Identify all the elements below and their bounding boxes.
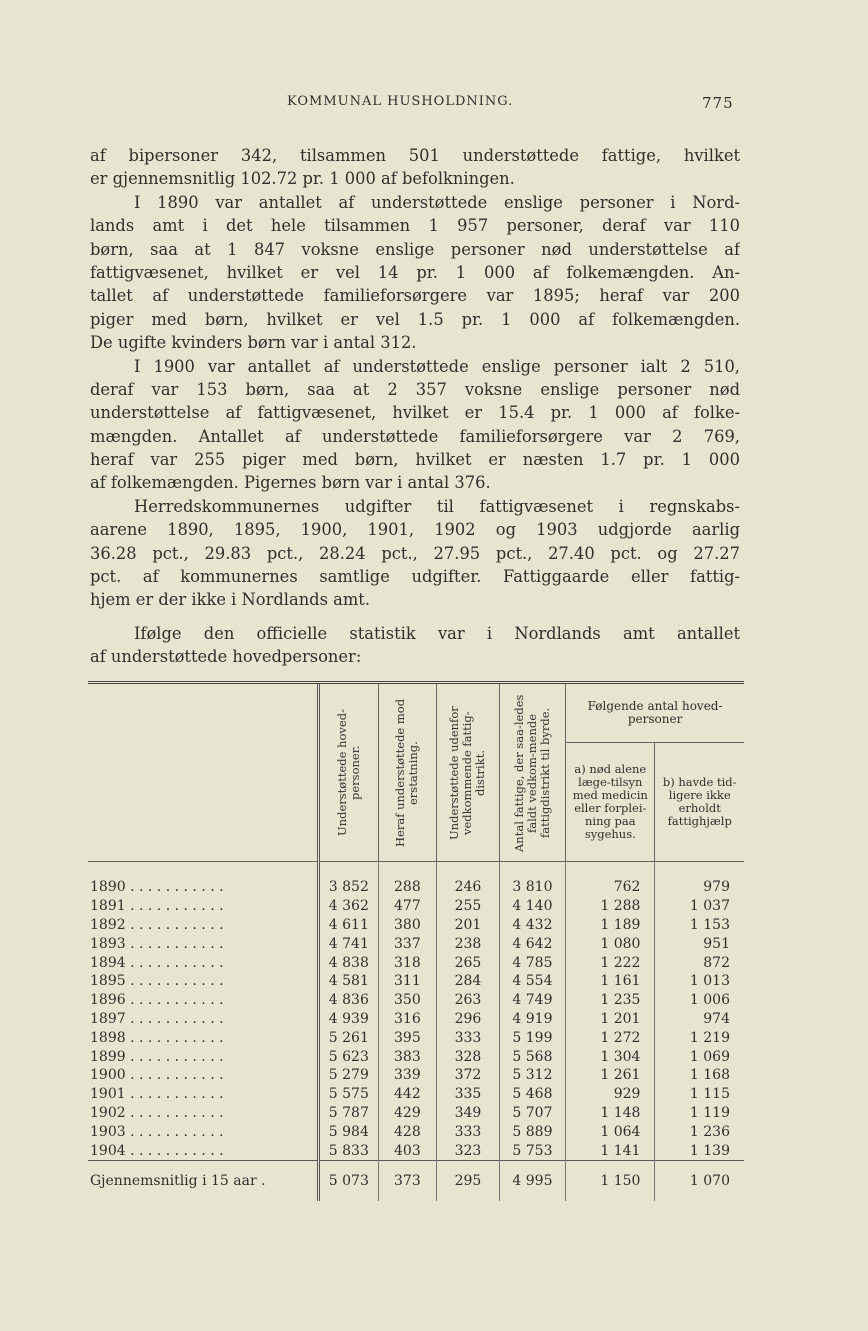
text-line: er gjennemsnitlig 102.72 pr. 1 000 af befolkningen.: [90, 169, 515, 189]
cell: 1 139: [655, 1141, 744, 1160]
cell: 5 468: [499, 1085, 565, 1104]
table-row: [88, 916, 744, 935]
cell: 4 432: [499, 916, 565, 935]
header-title: KOMMUNAL HUSHOLDNING.: [287, 94, 514, 109]
cell: 1 235: [566, 991, 655, 1010]
cell: 4 838: [319, 953, 379, 972]
cell: 339: [378, 1066, 437, 1085]
cell: 4 939: [319, 1010, 379, 1029]
cell: 1 115: [655, 1085, 744, 1104]
table-row: [88, 1010, 744, 1029]
text-line: piger med børn, hvilket er vel 1.5 pr. 1 000 af folkemængden.: [90, 309, 740, 329]
cell: 383: [378, 1047, 437, 1066]
cell: 372: [437, 1066, 500, 1085]
text-line: tallet af understøttede familieforsørgere var 1895; heraf var 200: [90, 286, 740, 306]
table-row: [88, 1028, 744, 1047]
cell: 333: [437, 1028, 500, 1047]
cell: 4 611: [319, 916, 379, 935]
cell: 1 013: [655, 972, 744, 991]
row-label: 1899 . . . . . . . . . . .: [90, 1048, 224, 1065]
row-label: 1901 . . . . . . . . . . .: [90, 1086, 224, 1103]
text-line: Ifølge den officielle statistik var i Nordlands amt antallet: [134, 623, 740, 643]
cell: 4 642: [499, 934, 565, 953]
group-header: Følgende antal hoved-personer: [566, 684, 744, 743]
cell: 3 810: [499, 862, 565, 897]
row-label: 1902 . . . . . . . . . . .: [90, 1104, 224, 1121]
cell: 295: [437, 1160, 500, 1201]
table-row: [88, 862, 744, 897]
row-label: 1894 . . . . . . . . . . .: [90, 954, 224, 971]
cell: 323: [437, 1141, 500, 1160]
cell: 4 919: [499, 1010, 565, 1029]
cell: 1 070: [655, 1160, 744, 1201]
cell: 5 073: [319, 1160, 379, 1201]
table-row: [88, 1141, 744, 1160]
cell: 350: [378, 991, 437, 1010]
cell: 337: [378, 934, 437, 953]
table-row: [88, 953, 744, 972]
cell: 4 554: [499, 972, 565, 991]
cell: 5 261: [319, 1028, 379, 1047]
text-line: lands amt i det hele tilsammen 1 957 personer, deraf var 110: [90, 216, 740, 236]
table-row: [88, 1085, 744, 1104]
text-line: pct. af kommunernes samtlige udgifter. Fattiggaarde eller fattig-: [90, 567, 740, 587]
table-row: [88, 1047, 744, 1066]
cell: 4 836: [319, 991, 379, 1010]
cell: 1 168: [655, 1066, 744, 1085]
row-label: 1898 . . . . . . . . . . .: [90, 1029, 224, 1046]
row-label: 1890 . . . . . . . . . . .: [90, 879, 224, 896]
text-line: I 1900 var antallet af understøttede enslige personer ialt 2 510,: [134, 356, 740, 376]
cell: 333: [437, 1122, 500, 1141]
cell: 201: [437, 916, 500, 935]
row-label: 1892 . . . . . . . . . . .: [90, 916, 224, 933]
cell: 442: [378, 1085, 437, 1104]
cell: 951: [655, 934, 744, 953]
cell: 5 279: [319, 1066, 379, 1085]
cell: 929: [566, 1085, 655, 1104]
text-line: understøttelse af fattigvæsenet, hvilket er 15.4 pr. 1 000 af folke-: [90, 403, 740, 423]
cell: 429: [378, 1104, 437, 1123]
text-line: 36.28 pct., 29.83 pct., 28.24 pct., 27.95 pct., 27.40 pct. og 27.27: [90, 543, 740, 563]
statistics-table: [88, 684, 744, 1201]
cell: 246: [437, 862, 500, 897]
cell: 1 272: [566, 1028, 655, 1047]
table-row: [88, 1066, 744, 1085]
cell: 349: [437, 1104, 500, 1123]
cell: 318: [378, 953, 437, 972]
row-label: 1891 . . . . . . . . . . .: [90, 898, 224, 915]
cell: 979: [655, 862, 744, 897]
cell: 311: [378, 972, 437, 991]
cell: 1 150: [566, 1160, 655, 1201]
cell: 288: [378, 862, 437, 897]
cell: 373: [378, 1160, 437, 1201]
cell: 5 575: [319, 1085, 379, 1104]
cell: 1 064: [566, 1122, 655, 1141]
table-row: [88, 991, 744, 1010]
cell: 4 995: [499, 1160, 565, 1201]
cell: 395: [378, 1028, 437, 1047]
col-header: Understøttede hoved-personer.: [319, 684, 379, 862]
row-label: 1896 . . . . . . . . . . .: [90, 992, 224, 1009]
col-header: Heraf understøttede mod erstatning.: [378, 684, 437, 862]
cell: 263: [437, 991, 500, 1010]
cell: 1 141: [566, 1141, 655, 1160]
text-line: børn, saa at 1 847 voksne enslige personer nød understøttelse af: [90, 239, 740, 259]
cell: 1 153: [655, 916, 744, 935]
row-label: 1897 . . . . . . . . . . .: [90, 1010, 224, 1027]
cell: 3 852: [319, 862, 379, 897]
cell: 4 581: [319, 972, 379, 991]
text-line: af bipersoner 342, tilsammen 501 understøttede fattige, hvilket: [90, 146, 740, 165]
cell: 1 080: [566, 934, 655, 953]
table-row: [88, 972, 744, 991]
text-line: Herredskommunernes udgifter til fattigvæsenet i regnskabs-: [134, 496, 740, 516]
col-header: Understøttede udenfor vedkommende fattig-distrikt.: [437, 684, 500, 862]
cell: 4 741: [319, 934, 379, 953]
table-row: [88, 934, 744, 953]
average-row: [88, 1160, 744, 1201]
sub-header-b: b) havde tid-ligere ikke erholdt fattighjælp: [655, 743, 744, 862]
cell: 1 219: [655, 1028, 744, 1047]
cell: 5 753: [499, 1141, 565, 1160]
row-label: 1895 . . . . . . . . . . .: [90, 973, 224, 990]
text-line: De ugifte kvinders børn var i antal 312.: [90, 333, 417, 353]
cell: 1 006: [655, 991, 744, 1010]
cell: 4 140: [499, 897, 565, 916]
row-label: 1904 . . . . . . . . . . .: [90, 1142, 224, 1159]
cell: 1 119: [655, 1104, 744, 1123]
text-line: af folkemængden. Pigernes børn var i antal 376.: [90, 473, 491, 493]
cell: 255: [437, 897, 500, 916]
cell: 477: [378, 897, 437, 916]
cell: 5 568: [499, 1047, 565, 1066]
table-row: [88, 1104, 744, 1123]
cell: 403: [378, 1141, 437, 1160]
cell: 5 833: [319, 1141, 379, 1160]
table-row: [88, 1122, 744, 1141]
cell: 5 199: [499, 1028, 565, 1047]
text-line: fattigvæsenet, hvilket er vel 14 pr. 1 000 af folkemængden. An-: [90, 262, 740, 282]
cell: 5 312: [499, 1066, 565, 1085]
cell: 4 749: [499, 991, 565, 1010]
text-line: af understøttede hovedpersoner:: [90, 647, 362, 667]
cell: 4 785: [499, 953, 565, 972]
text-line: deraf var 153 børn, saa at 2 357 voksne enslige personer nød: [90, 379, 740, 399]
body-text: [90, 144, 740, 669]
col-header: Antal fattige, der saa-ledes faldt vedkom-mende fattigdistrikt til byrde.: [499, 684, 565, 862]
cell: 5 984: [319, 1122, 379, 1141]
text-line: aarene 1890, 1895, 1900, 1901, 1902 og 1903 udgjorde aarlig: [90, 520, 740, 540]
cell: 1 288: [566, 897, 655, 916]
cell: 1 236: [655, 1122, 744, 1141]
cell: 4 362: [319, 897, 379, 916]
cell: 974: [655, 1010, 744, 1029]
table-row: [88, 897, 744, 916]
row-label: Gjennemsnitlig i 15 aar .: [88, 1160, 319, 1201]
cell: 328: [437, 1047, 500, 1066]
cell: 1 037: [655, 897, 744, 916]
cell: 1 189: [566, 916, 655, 935]
cell: 296: [437, 1010, 500, 1029]
cell: 265: [437, 953, 500, 972]
sub-header-a: a) nød alene læge-tilsyn med medicin eller forplei-ning paa sygehus.: [566, 743, 655, 862]
cell: 5 707: [499, 1104, 565, 1123]
cell: 762: [566, 862, 655, 897]
cell: 428: [378, 1122, 437, 1141]
cell: 284: [437, 972, 500, 991]
row-label: 1900 . . . . . . . . . . .: [90, 1067, 224, 1084]
page-number: 775: [702, 94, 734, 112]
text-line: hjem er der ikke i Nordlands amt.: [90, 590, 370, 610]
cell: 1 261: [566, 1066, 655, 1085]
cell: 5 889: [499, 1122, 565, 1141]
text-line: mængden. Antallet af understøttede familieforsørgere var 2 769,: [90, 426, 740, 446]
text-line: I 1890 var antallet af understøttede enslige personer i Nord-: [134, 192, 740, 212]
cell: 1 222: [566, 953, 655, 972]
cell: 5 787: [319, 1104, 379, 1123]
cell: 335: [437, 1085, 500, 1104]
cell: 1 161: [566, 972, 655, 991]
row-label: 1893 . . . . . . . . . . .: [90, 935, 224, 952]
cell: 1 069: [655, 1047, 744, 1066]
cell: 1 201: [566, 1010, 655, 1029]
cell: 872: [655, 953, 744, 972]
cell: 1 304: [566, 1047, 655, 1066]
stub-header: [88, 684, 319, 862]
cell: 5 623: [319, 1047, 379, 1066]
cell: 1 148: [566, 1104, 655, 1123]
text-line: heraf var 255 piger med børn, hvilket er næsten 1.7 pr. 1 000: [90, 450, 740, 470]
cell: 380: [378, 916, 437, 935]
row-label: 1903 . . . . . . . . . . .: [90, 1123, 224, 1140]
cell: 238: [437, 934, 500, 953]
cell: 316: [378, 1010, 437, 1029]
